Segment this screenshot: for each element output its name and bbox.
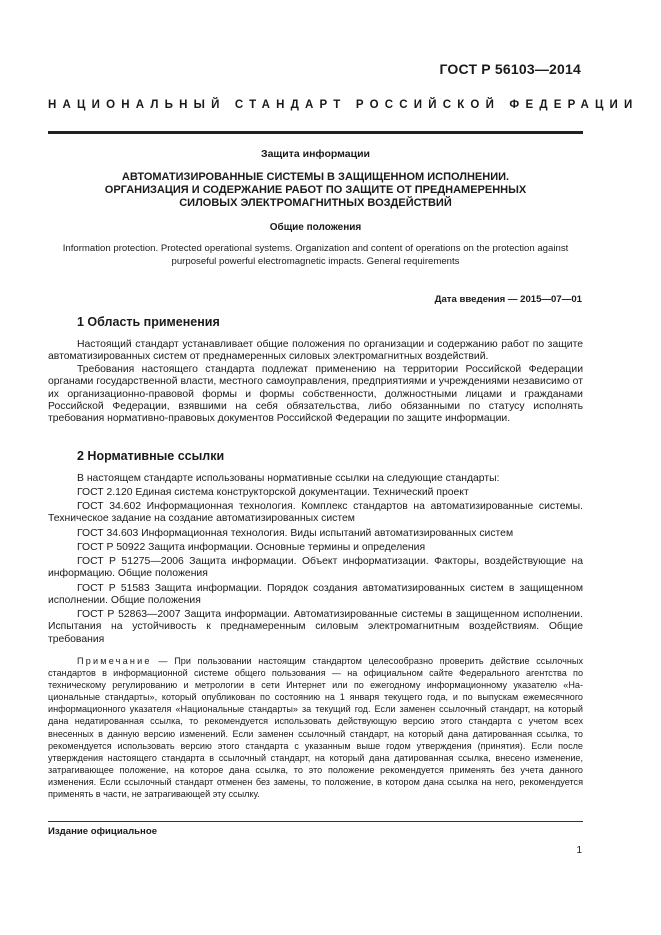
header-divider	[48, 131, 583, 134]
reference-item: ГОСТ Р 50922 Защита информации. Основные термины и определения	[77, 542, 426, 553]
reference-item: ГОСТ 34.602 Информационная технология. Комплекс стандартов на автоматизированные системы. Техническое задание на создание автоматизированных систем	[48, 501, 583, 525]
reference-item: ГОСТ Р 51275—2006 Защита информации. Объект информатизации. Факторы, воздействующие на информацию. Общие положения	[48, 556, 583, 580]
footer-divider	[48, 821, 583, 822]
reference-item: ГОСТ Р 51583 Защита информации. Порядок создания автоматизированных систем в защищенном исполнении. Общие положения	[48, 583, 583, 607]
edition-label: Издание официальное	[48, 826, 158, 837]
paragraph: Требования настоящего стандарта подлежат применению на территории Российской Федерации органами государственной власти, местного самоуправления, предприятиями и учреждениями независимо от их организационно-правовой формы и формы собственности, должностными лицами и гражданами Российской Федерации, взявшими на себя обязательства, либо обязанными по статусу исполнять требования нормативно-правовых документов Российской Федерации по защите информации.	[48, 364, 583, 425]
paragraph: Настоящий стандарт устанавливает общие положения по организации и содержанию работ по защите автоматизированных систем от преднамеренных силовых электромагнитных воздействий.	[48, 339, 583, 363]
page-number: 1	[576, 845, 582, 856]
document-title	[48, 171, 583, 210]
reference-item: ГОСТ 2.120 Единая система конструкторской документации. Технический проект	[77, 487, 469, 498]
section-1-heading: 1 Область применения	[77, 315, 220, 329]
standard-banner: НАЦИОНАЛЬНЫЙ СТАНДАРТ РОССИЙСКОЙ ФЕДЕРАЦИИ	[48, 99, 639, 111]
note-label: Примечание	[77, 656, 152, 666]
title-line: СИЛОВЫХ ЭЛЕКТРОМАГНИТНЫХ ВОЗДЕЙСТВИЙ	[179, 197, 452, 209]
paragraph: В настоящем стандарте использованы нормативные ссылки на следующие стандарты:	[77, 473, 500, 484]
note-text: — При пользовании настоящим стандартом целесообразно проверить действие ссылочных стандартов в информационной системе общего пользования — на официальном сайте Федерального агентства по техническому регулированию и метрологии в сети Интернет или по ежегодному информационному указателю «Национальные стандарты», который опубликован по состоянию на 1 января текущего года, и по выпускам ежемесячного информационного указателя «Национальные стандарты» за текущий год. Если заменен ссылочный стандарт, на который дана недатированная ссылка, то рекомендуется использовать действующую версию этого стандарта с учетом всех внесенных в данную версию изменений. Если заменен ссылочный стандарт, на который дана датированная ссылка, то рекомендуется использовать версию этого стандарта с указанным выше годом утверждения (принятия). Если после утверждения настоящего стандарта в ссылочный стандарт, на который дана датированная ссылка, внесено изменение, затрагивающее положение, на которое дана ссылка, то это положение рекомендуется применять без учета данного изменения. Если ссылочный стандарт отменен без замены, то положение, в котором дана ссылка на него, рекомендуется применять в части, не затрагивающей эту ссылку.	[48, 656, 583, 800]
section-2-heading: 2 Нормативные ссылки	[77, 449, 225, 463]
document-id: ГОСТ Р 56103—2014	[439, 61, 581, 77]
introduction-date: Дата введения — 2015—07—01	[434, 294, 582, 305]
document-subtitle: Защита информации	[261, 148, 370, 160]
reference-item: ГОСТ Р 52863—2007 Защита информации. Автоматизированные системы в защищенном исполнении. Испытания на устойчивость к преднамеренным силовым электромагнитным воздействиям. Общие требования	[48, 609, 583, 645]
english-title-line: Information protection. Protected operational systems. Organization and content of operations on the protection against	[62, 243, 569, 254]
general-provisions: Общие положения	[269, 222, 362, 233]
english-title-line: purposeful powerful electromagnetic impacts. General requirements	[171, 255, 460, 267]
english-title	[48, 243, 583, 268]
title-line: ОРГАНИЗАЦИЯ И СОДЕРЖАНИЕ РАБОТ ПО ЗАЩИТЕ ОТ ПРЕДНАМЕРЕННЫХ	[104, 184, 527, 196]
title-line: АВТОМАТИЗИРОВАННЫЕ СИСТЕМЫ В ЗАЩИЩЕННОМ ИСПОЛНЕНИИ.	[121, 171, 510, 183]
reference-item: ГОСТ 34.603 Информационная технология. Виды испытаний автоматизированных систем	[77, 528, 514, 539]
note-paragraph	[48, 655, 583, 800]
